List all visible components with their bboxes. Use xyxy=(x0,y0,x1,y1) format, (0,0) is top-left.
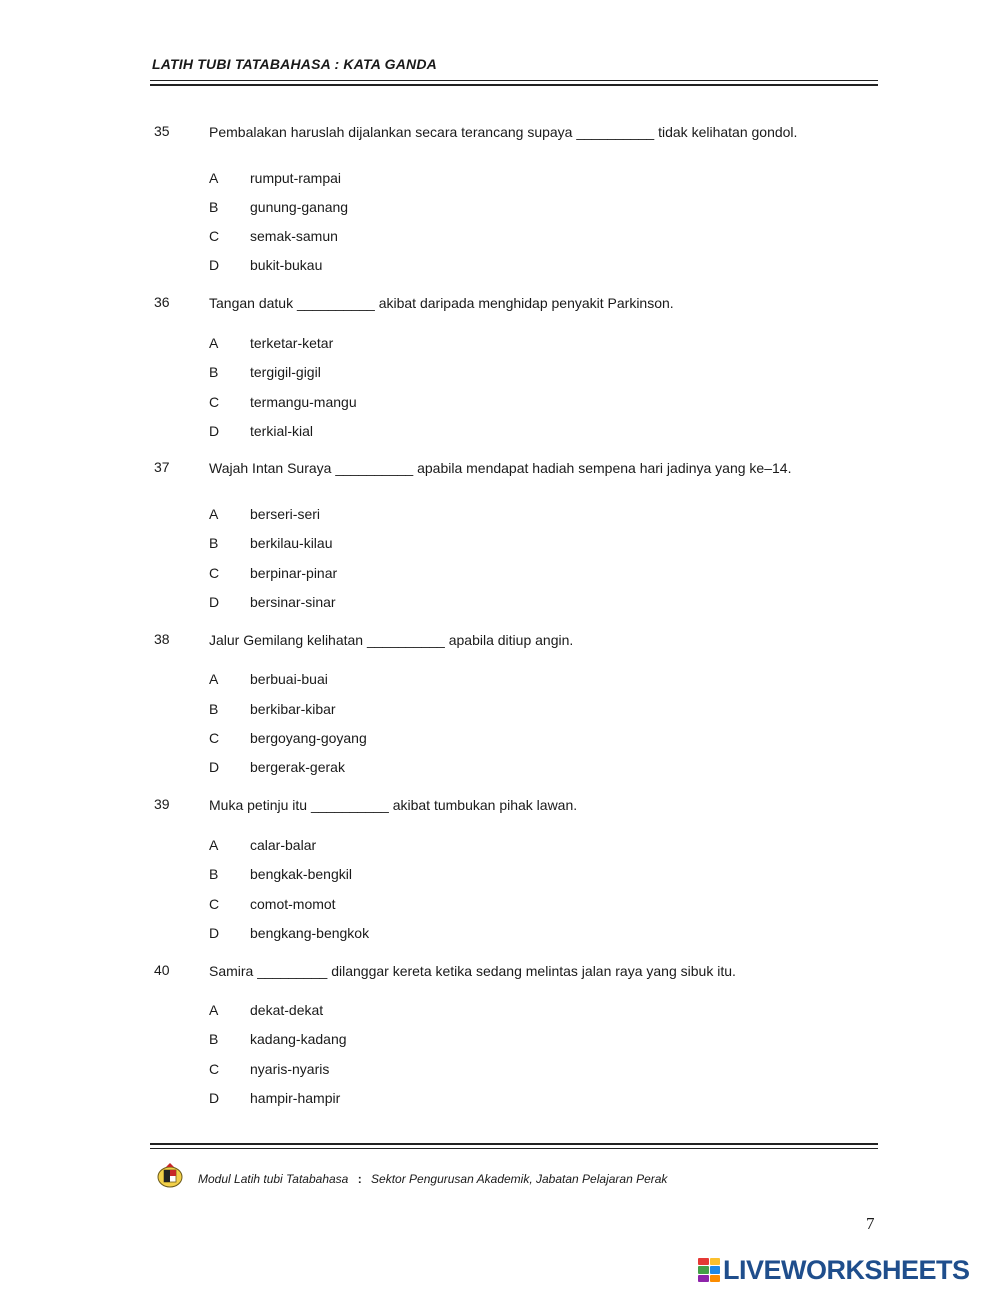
option-letter: A xyxy=(209,837,219,853)
option-text: bergerak-gerak xyxy=(250,759,345,775)
option-letter: A xyxy=(209,506,219,522)
option-letter: D xyxy=(209,423,220,439)
option-text: bukit-bukau xyxy=(250,257,323,273)
option[interactable] xyxy=(0,759,1000,779)
option[interactable] xyxy=(0,1090,1000,1110)
question-text: Samira _________ dilanggar kereta ketika sedang melintas jalan raya yang sibuk itu. xyxy=(209,963,736,979)
option-text: bengkang-bengkok xyxy=(250,925,370,941)
option-letter: B xyxy=(209,535,219,551)
option[interactable] xyxy=(0,565,1000,585)
option-letter: A xyxy=(209,671,219,687)
option[interactable] xyxy=(0,394,1000,414)
state-crest-icon xyxy=(155,1161,185,1189)
option[interactable] xyxy=(0,1002,1000,1022)
footer-separator: : xyxy=(357,1172,362,1186)
question-number: 36 xyxy=(154,294,170,310)
option[interactable] xyxy=(0,671,1000,691)
option-letter: B xyxy=(209,364,219,380)
option-letter: C xyxy=(209,228,220,244)
option[interactable] xyxy=(0,896,1000,916)
option-letter: D xyxy=(209,1090,220,1106)
header-title: LATIH TUBI TATABAHASA : KATA GANDA xyxy=(152,56,437,72)
option-text: kadang-kadang xyxy=(250,1031,347,1047)
option-letter: B xyxy=(209,199,219,215)
option-letter: C xyxy=(209,1061,220,1077)
option-letter: D xyxy=(209,759,220,775)
question-text: Tangan datuk __________ akibat daripada menghidap penyakit Parkinson. xyxy=(209,295,674,311)
option-text: tergigil-gigil xyxy=(250,364,321,380)
option-letter: D xyxy=(209,257,220,273)
option-text: dekat-dekat xyxy=(250,1002,324,1018)
option[interactable] xyxy=(0,535,1000,555)
option[interactable] xyxy=(0,594,1000,614)
option[interactable] xyxy=(0,925,1000,945)
brand-name: LIVEWORKSHEETS xyxy=(723,1254,970,1285)
option-letter: B xyxy=(209,866,219,882)
option-text: bersinar-sinar xyxy=(250,594,336,610)
option-text: rumput-rampai xyxy=(250,170,342,186)
option-letter: C xyxy=(209,896,220,912)
option[interactable] xyxy=(0,335,1000,355)
question-text: Muka petinju itu __________ akibat tumbukan pihak lawan. xyxy=(209,797,578,813)
option[interactable] xyxy=(0,701,1000,721)
option-letter: A xyxy=(209,170,219,186)
option-text: termangu-mangu xyxy=(250,394,357,410)
option-text: bergoyang-goyang xyxy=(250,730,367,746)
option-text: bengkak-bengkil xyxy=(250,866,352,882)
option[interactable] xyxy=(0,364,1000,384)
question-text: Pembalakan haruslah dijalankan secara terancang supaya __________ tidak kelihatan gondol. xyxy=(209,124,798,140)
question-number: 35 xyxy=(154,123,170,139)
option-text: berseri-seri xyxy=(250,506,321,522)
option-text: comot-momot xyxy=(250,896,336,912)
option-letter: C xyxy=(209,565,220,581)
option-letter: D xyxy=(209,594,220,610)
option-letter: D xyxy=(209,925,220,941)
option[interactable] xyxy=(0,1031,1000,1051)
page-number: 7 xyxy=(866,1214,875,1233)
footer-org: Sektor Pengurusan Akademik, Jabatan Pelajaran Perak xyxy=(371,1172,668,1186)
option-text: berkibar-kibar xyxy=(250,701,336,717)
option-letter: A xyxy=(209,335,219,351)
option-text: calar-balar xyxy=(250,837,317,853)
option[interactable] xyxy=(0,199,1000,219)
liveworksheets-logo[interactable] xyxy=(698,1255,970,1285)
option-text: semak-samun xyxy=(250,228,338,244)
footer-rule-thin xyxy=(150,1148,878,1149)
header-rule-thick xyxy=(150,84,878,86)
option[interactable] xyxy=(0,730,1000,750)
question-text: Wajah Intan Suraya __________ apabila mendapat hadiah sempena hari jadinya yang ke–14. xyxy=(209,460,792,476)
option-text: berpinar-pinar xyxy=(250,565,338,581)
question-number: 39 xyxy=(154,796,170,812)
footer-module: Modul Latih tubi Tatabahasa xyxy=(198,1172,349,1186)
option-text: terketar-ketar xyxy=(250,335,334,351)
option-text: berbuai-buai xyxy=(250,671,328,687)
option[interactable] xyxy=(0,170,1000,190)
footer-caption xyxy=(198,1172,667,1186)
question-number: 38 xyxy=(154,631,170,647)
option[interactable] xyxy=(0,866,1000,886)
option-text: berkilau-kilau xyxy=(250,535,333,551)
option[interactable] xyxy=(0,1061,1000,1081)
option-letter: B xyxy=(209,1031,219,1047)
option-text: terkial-kial xyxy=(250,423,314,439)
header-rule-thin xyxy=(150,80,878,81)
question-text: Jalur Gemilang kelihatan __________ apabila ditiup angin. xyxy=(209,632,574,648)
option-letter: C xyxy=(209,730,220,746)
option[interactable] xyxy=(0,837,1000,857)
option-text: hampir-hampir xyxy=(250,1090,341,1106)
option[interactable] xyxy=(0,257,1000,277)
question-number: 40 xyxy=(154,962,170,978)
liveworksheets-logo-icon xyxy=(698,1258,720,1282)
option-text: nyaris-nyaris xyxy=(250,1061,330,1077)
footer-rule-thick xyxy=(150,1143,878,1145)
option[interactable] xyxy=(0,506,1000,526)
question-number: 37 xyxy=(154,459,170,475)
option[interactable] xyxy=(0,423,1000,443)
option-letter: C xyxy=(209,394,220,410)
option-letter: B xyxy=(209,701,219,717)
option-text: gunung-ganang xyxy=(250,199,349,215)
option-letter: A xyxy=(209,1002,219,1018)
option[interactable] xyxy=(0,228,1000,248)
